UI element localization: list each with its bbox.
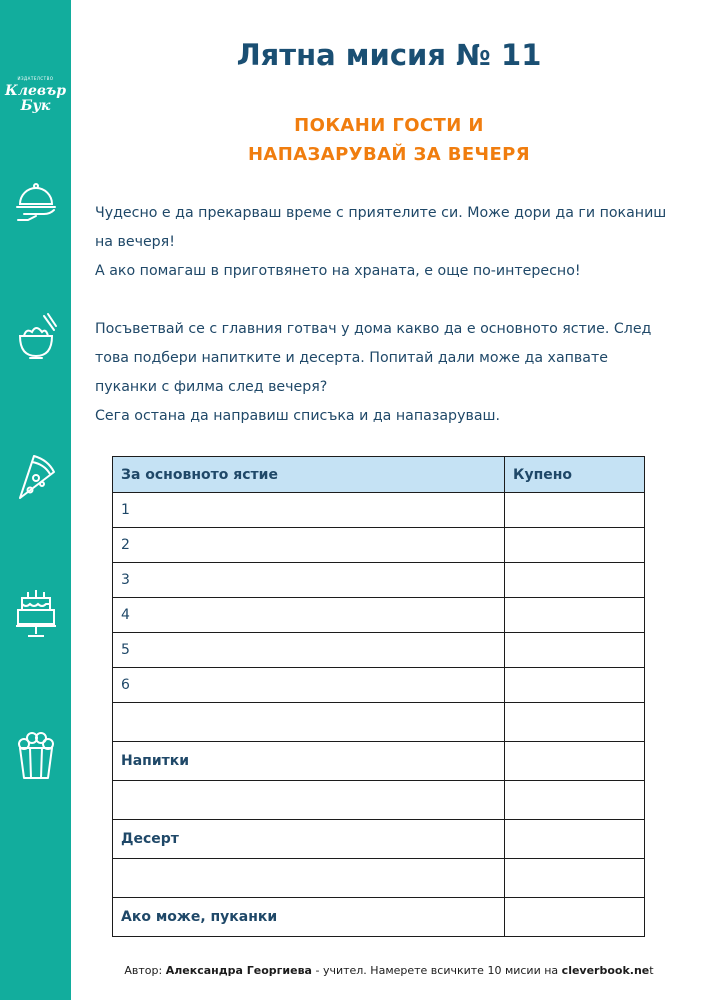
instructions-line: това подбери напитките и десерта. Попитай дали може да хапвате xyxy=(95,350,608,366)
bought-cell xyxy=(505,668,645,703)
table-row xyxy=(113,668,645,703)
instructions-line: Сега остана да направиш списъка и да напазаруваш. xyxy=(95,408,501,424)
table-row xyxy=(113,493,645,528)
bought-header: Купено xyxy=(505,457,645,493)
drinks-row xyxy=(113,742,645,781)
pizza-slice-icon xyxy=(14,450,58,500)
popcorn-row xyxy=(113,898,645,937)
table-row xyxy=(113,563,645,598)
item-cell xyxy=(113,703,505,742)
footer-middle: - учител. Намерете всичките 10 мисии на xyxy=(311,964,562,977)
item-cell: 4 xyxy=(113,598,505,633)
instructions-line: пуканки с филма след вечеря? xyxy=(95,379,328,395)
publisher-logo xyxy=(0,84,71,114)
bought-cell xyxy=(505,898,645,937)
site-link[interactable]: cleverbook.ne xyxy=(561,964,650,977)
table-row xyxy=(113,528,645,563)
intro-line: А ако помагаш в приготвянето на храната, е още по-интересно! xyxy=(95,263,581,279)
bought-cell xyxy=(505,820,645,859)
bought-cell xyxy=(505,528,645,563)
author-name: Александра Георгиева xyxy=(165,964,312,977)
footer xyxy=(71,964,707,977)
bought-cell xyxy=(505,781,645,820)
popcorn-label: Ако може, пуканки xyxy=(113,898,505,937)
popcorn-icon xyxy=(14,730,58,780)
item-cell: 3 xyxy=(113,563,505,598)
dessert-row xyxy=(113,820,645,859)
table-row xyxy=(113,598,645,633)
serving-dish-icon xyxy=(14,180,58,230)
item-cell xyxy=(113,781,505,820)
instructions-line: Посъветвай се с главния готвач у дома какво да е основното ястие. След xyxy=(95,321,652,337)
item-cell: 5 xyxy=(113,633,505,668)
sidebar xyxy=(0,0,71,1000)
item-cell: 6 xyxy=(113,668,505,703)
footer-prefix: Автор: xyxy=(124,964,166,977)
bought-cell xyxy=(505,493,645,528)
intro-paragraph xyxy=(95,199,685,286)
subtitle-line-2: НАПАЗАРУВАЙ ЗА ВЕЧЕРЯ xyxy=(247,144,531,165)
dessert-label: Десерт xyxy=(113,820,505,859)
table-row xyxy=(113,703,645,742)
bought-cell xyxy=(505,859,645,898)
page-title: Лятна мисия № 11 xyxy=(236,38,542,72)
cake-icon xyxy=(14,588,58,638)
item-cell: 1 xyxy=(113,493,505,528)
table-row xyxy=(113,781,645,820)
drinks-label: Напитки xyxy=(113,742,505,781)
item-cell: 2 xyxy=(113,528,505,563)
table-header-row xyxy=(113,457,645,493)
subtitle-line-1: ПОКАНИ ГОСТИ И xyxy=(294,115,484,136)
page-subtitle xyxy=(71,111,707,169)
publisher-label: ИЗДАТЕЛСТВО xyxy=(17,76,54,81)
intro-line: Чудесно е да прекарваш време с приятелите си. Може дори да ги поканиш xyxy=(95,205,667,221)
logo-line-2: Бук xyxy=(20,98,51,114)
intro-line: на вечеря! xyxy=(95,234,175,250)
bought-cell xyxy=(505,742,645,781)
table-row xyxy=(113,859,645,898)
bought-cell xyxy=(505,703,645,742)
main-dish-header: За основното ястие xyxy=(113,457,505,493)
shopping-list-table xyxy=(112,456,645,937)
bought-cell xyxy=(505,633,645,668)
table-row xyxy=(113,633,645,668)
bought-cell xyxy=(505,598,645,633)
instructions-paragraph xyxy=(95,315,685,431)
site-link-tail: t xyxy=(649,964,654,977)
bought-cell xyxy=(505,563,645,598)
noodle-bowl-icon xyxy=(14,312,58,362)
logo-line-1: Клевър xyxy=(4,83,67,99)
item-cell xyxy=(113,859,505,898)
